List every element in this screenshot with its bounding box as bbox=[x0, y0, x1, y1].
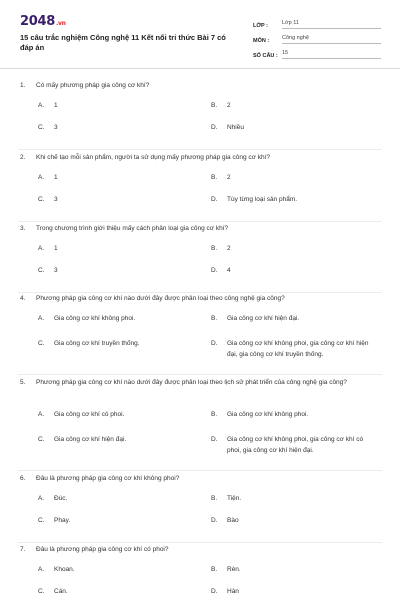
question-divider bbox=[18, 149, 382, 150]
option-letter: B. bbox=[211, 174, 218, 181]
option-letter: B. bbox=[211, 102, 218, 109]
option-letter: B. bbox=[211, 566, 218, 573]
option-letter: A. bbox=[38, 566, 45, 573]
answer-option[interactable] bbox=[211, 243, 375, 254]
question-item bbox=[0, 377, 400, 473]
question-stem: Phương pháp gia công cơ khí nào dưới đây được phân loại theo công nghệ gia công? bbox=[36, 295, 285, 302]
answer-option[interactable] bbox=[38, 515, 202, 526]
answer-option[interactable] bbox=[38, 313, 202, 324]
answer-option[interactable] bbox=[38, 586, 202, 597]
meta-row-class bbox=[253, 14, 381, 29]
answer-option[interactable] bbox=[38, 564, 202, 575]
question-stem: Khi chế tạo mỗi sản phẩm, người ta sử dụng mấy phương pháp gia công cơ khí? bbox=[36, 154, 270, 161]
answer-option[interactable] bbox=[38, 194, 202, 205]
option-letter: C. bbox=[38, 267, 45, 274]
option-text: Gia công cơ khí hiện đại. bbox=[227, 315, 300, 322]
question-text bbox=[20, 293, 380, 304]
meta-value: Lớp 11 bbox=[282, 20, 381, 29]
question-stem: Phương pháp gia công cơ khí nào dưới đây được phân loại theo lịch sử phát triển của công nghệ gia công? bbox=[36, 379, 347, 386]
answer-option[interactable] bbox=[211, 100, 375, 111]
option-text: 2 bbox=[227, 102, 231, 109]
option-letter: A. bbox=[38, 245, 45, 252]
meta-label: LỚP : bbox=[253, 23, 268, 29]
question-item bbox=[0, 293, 400, 377]
option-letter: D. bbox=[211, 588, 218, 595]
question-number: 7. bbox=[20, 546, 26, 553]
option-letter: C. bbox=[38, 517, 45, 524]
option-letter: B. bbox=[211, 315, 218, 322]
question-text bbox=[20, 473, 380, 484]
question-stem: Đâu là phương pháp gia công cơ khí không phoi? bbox=[36, 475, 180, 482]
answer-option[interactable] bbox=[38, 100, 202, 111]
meta-value: Công nghệ bbox=[282, 35, 381, 44]
answer-option[interactable] bbox=[38, 122, 202, 133]
question-item bbox=[0, 544, 400, 604]
option-text: 1 bbox=[54, 102, 58, 109]
option-letter: D. bbox=[211, 340, 218, 347]
question-number: 4. bbox=[20, 295, 26, 302]
answer-option[interactable] bbox=[211, 265, 375, 276]
option-letter: D. bbox=[211, 436, 218, 443]
answer-option[interactable] bbox=[38, 338, 202, 349]
option-letter: C. bbox=[38, 340, 45, 347]
question-text bbox=[20, 152, 380, 163]
question-number: 1. bbox=[20, 82, 26, 89]
option-text: Gia công cơ khí không phoi, gia công cơ khí có phoi, gia công cơ khí hiện đại. bbox=[227, 436, 364, 454]
option-text: Hàn bbox=[227, 588, 239, 595]
answer-option[interactable] bbox=[211, 338, 375, 360]
question-item bbox=[0, 473, 400, 545]
answer-option[interactable] bbox=[211, 493, 375, 504]
answer-option[interactable] bbox=[211, 122, 375, 133]
option-text: 1 bbox=[54, 245, 58, 252]
meta-label: MÔN : bbox=[253, 38, 270, 44]
site-logo[interactable] bbox=[20, 14, 66, 29]
option-letter: B. bbox=[211, 495, 218, 502]
option-letter: C. bbox=[38, 124, 45, 131]
option-text: Đúc. bbox=[54, 495, 68, 502]
option-text: Nhiều bbox=[227, 124, 244, 131]
option-text: Bào bbox=[227, 517, 239, 524]
option-letter: C. bbox=[38, 196, 45, 203]
option-letter: A. bbox=[38, 174, 45, 181]
question-number: 2. bbox=[20, 154, 26, 161]
option-text: Cán. bbox=[54, 588, 68, 595]
answer-option[interactable] bbox=[211, 194, 375, 205]
option-letter: D. bbox=[211, 124, 218, 131]
option-text: 1 bbox=[54, 174, 58, 181]
answer-option[interactable] bbox=[211, 313, 375, 324]
option-letter: A. bbox=[38, 315, 45, 322]
question-divider bbox=[18, 470, 382, 471]
option-letter: D. bbox=[211, 196, 218, 203]
answer-option[interactable] bbox=[211, 434, 375, 456]
option-text: 4 bbox=[227, 267, 231, 274]
option-text: Gia công cơ khí không phoi. bbox=[54, 315, 136, 322]
option-letter: D. bbox=[211, 267, 218, 274]
answer-option[interactable] bbox=[211, 172, 375, 183]
answer-option[interactable] bbox=[211, 586, 375, 597]
option-text: 2 bbox=[227, 174, 231, 181]
option-text: 3 bbox=[54, 267, 58, 274]
option-letter: A. bbox=[38, 102, 45, 109]
answer-option[interactable] bbox=[38, 172, 202, 183]
answer-option[interactable] bbox=[38, 265, 202, 276]
question-item bbox=[0, 152, 400, 224]
question-divider bbox=[18, 542, 382, 543]
option-text: Gia công cơ khí không phoi, gia công cơ khí hiện đại, gia công cơ khí truyền thống. bbox=[227, 340, 369, 358]
option-text: Tùy từng loại sản phẩm. bbox=[227, 196, 298, 203]
question-text bbox=[20, 80, 380, 91]
answer-option[interactable] bbox=[38, 409, 202, 420]
document-meta bbox=[253, 14, 381, 59]
meta-value: 15 bbox=[282, 50, 381, 59]
question-stem: Trong chương trình giới thiệu mấy cách phân loại gia công cơ khí? bbox=[36, 225, 229, 232]
meta-row-subject bbox=[253, 29, 381, 44]
option-text: Khoan. bbox=[54, 566, 75, 573]
option-text: Gia công cơ khí có phoi. bbox=[54, 411, 125, 418]
document-header bbox=[0, 0, 400, 68]
answer-option[interactable] bbox=[38, 243, 202, 254]
answer-option[interactable] bbox=[211, 409, 375, 420]
option-letter: A. bbox=[38, 411, 45, 418]
meta-row-count bbox=[253, 44, 381, 59]
question-text bbox=[20, 544, 380, 555]
document-title: 15 câu trắc nghiệm Công nghệ 11 Kết nối tri thức Bài 7 có đáp án bbox=[20, 33, 226, 52]
option-letter: B. bbox=[211, 245, 218, 252]
option-text: 3 bbox=[54, 124, 58, 131]
option-letter: C. bbox=[38, 436, 45, 443]
answer-option[interactable] bbox=[211, 515, 375, 526]
question-item bbox=[0, 223, 400, 295]
question-number: 6. bbox=[20, 475, 26, 482]
option-text: Gia công cơ khí hiện đại. bbox=[54, 436, 127, 443]
question-divider bbox=[18, 221, 382, 222]
option-text: Rèn. bbox=[227, 566, 241, 573]
option-text: Phay. bbox=[54, 517, 71, 524]
question-text bbox=[20, 377, 380, 388]
answer-option[interactable] bbox=[38, 434, 202, 445]
question-number: 5. bbox=[20, 379, 26, 386]
question-text bbox=[20, 223, 380, 234]
option-text: Gia công cơ khí truyền thống. bbox=[54, 340, 140, 347]
option-text: 3 bbox=[54, 196, 58, 203]
option-letter: B. bbox=[211, 411, 218, 418]
question-stem: Có mấy phương pháp gia công cơ khí? bbox=[36, 82, 150, 89]
question-number: 3. bbox=[20, 225, 26, 232]
option-letter: D. bbox=[211, 517, 218, 524]
option-letter: C. bbox=[38, 588, 45, 595]
question-stem: Đâu là phương pháp gia công cơ khí có phoi? bbox=[36, 546, 169, 553]
header-divider bbox=[0, 68, 400, 69]
logo-text: 2048 bbox=[20, 14, 55, 29]
meta-label: SỐ CÂU : bbox=[253, 53, 278, 59]
option-text: Tiện. bbox=[227, 495, 242, 502]
question-item bbox=[0, 80, 400, 152]
answer-option[interactable] bbox=[38, 493, 202, 504]
answer-option[interactable] bbox=[211, 564, 375, 575]
option-letter: A. bbox=[38, 495, 45, 502]
option-text: 2 bbox=[227, 245, 231, 252]
option-text: Gia công cơ khí không phoi. bbox=[227, 411, 309, 418]
question-divider bbox=[18, 374, 382, 375]
logo-suffix: .vn bbox=[55, 20, 66, 27]
